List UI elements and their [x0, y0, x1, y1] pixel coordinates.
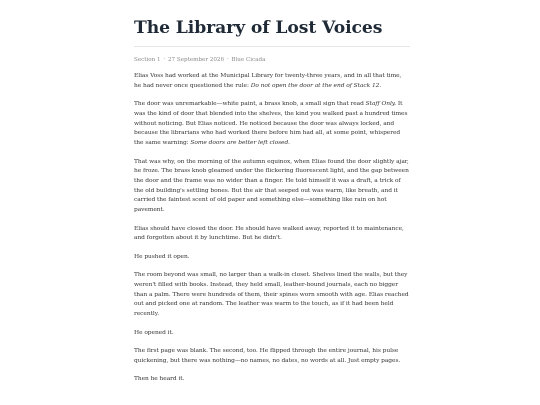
italic-text: Do not open the door at the end of Stack 12. — [250, 82, 382, 89]
paragraph-text: The first page was blank. The second, too. He flipped through the entire journal, his pulse quickening, but there was nothing—no names, no dates, no words at all. Just empty pages. — [134, 348, 401, 364]
article-paragraph — [134, 329, 410, 339]
article-paragraph — [134, 158, 410, 216]
paragraph-text: Elias Voss had worked at the Municipal Library for twenty-three years, and in all that time, he had never once questioned the rule: — [134, 73, 402, 89]
article-paragraph — [134, 253, 410, 263]
article-meta — [134, 56, 410, 64]
paragraph-text: He pushed it open. — [134, 253, 190, 260]
article-paragraph — [134, 375, 410, 385]
article-title: The Library of Lost Voices — [134, 18, 383, 38]
article-paragraph — [134, 225, 410, 244]
paragraph-text: The door was unremarkable—white paint, a brass knob, a small sign that read — [134, 101, 366, 108]
meta-author: Blue Cicada — [231, 57, 266, 63]
paragraph-text: He opened it. — [134, 329, 174, 336]
paragraph-text: Then he heard it. — [134, 376, 185, 383]
article-paragraph — [134, 347, 410, 366]
article-paragraph — [134, 100, 410, 149]
meta-date: 27 September 2026 — [167, 57, 225, 63]
meta-separator: · — [226, 57, 229, 63]
paragraph-text: It was the kind of door that blended into the shelves, the kind you walked past a hundred times without noticing. But Elias noticed. He noticed because the door was always locked, and because the librarians who had worked there before him had all, at some point, whispered the same warning: — [134, 101, 408, 147]
title-divider — [134, 46, 410, 47]
italic-text: Staff Only. — [365, 101, 397, 108]
meta-separator: · — [163, 57, 166, 63]
paragraph-text: That was why, on the morning of the autumn equinox, when Elias found the door slightly ajar, he froze. The brass knob gleamed under the flickering fluorescent light, and the gap between the door and the frame was no wider than a finger. He told himself it was a draft, a trick of the old building's settling bones. But the air that seeped out was warm, like breath, and it carried the faintest scent of old paper and something else—something like rain on hot pavement. — [134, 158, 409, 214]
paragraph-text: The room beyond was small, no larger than a walk-in closet. Shelves lined the walls, but they weren't filled with books. Instead, they held small, leather-bound journals, each no bigger than a palm. There were hundreds of them, their spines worn smooth with age. Elias reached out and picked one at random. The leather was warm to the touch, as if it had been held recently. — [134, 272, 409, 318]
article-paragraph — [134, 271, 410, 320]
paragraph-text: Elias should have closed the door. He should have walked away, reported it to maintenance, and forgotten about it by lunchtime. But he didn't. — [134, 225, 404, 242]
article — [134, 17, 410, 394]
article-paragraph — [134, 72, 410, 91]
italic-text: Some doors are better left closed. — [190, 140, 290, 147]
meta-section: Section 1 — [134, 57, 161, 63]
article-body — [134, 72, 410, 385]
